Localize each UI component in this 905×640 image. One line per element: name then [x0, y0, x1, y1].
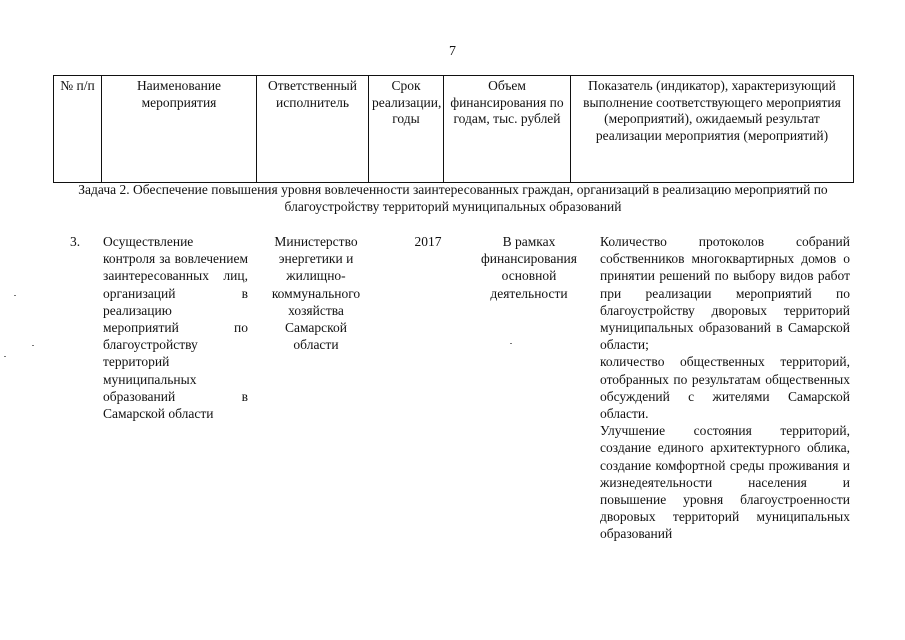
header-num: № п/п: [54, 76, 102, 183]
row-number: 3.: [70, 234, 81, 249]
header-name: Наименование мероприятия: [102, 76, 257, 183]
header-executor: Ответственный исполнитель: [257, 76, 369, 183]
implementation-term: 2017: [414, 234, 442, 249]
indicator-2: количество общественных территорий, отобранных по результатам общественных обсуждений с жителями Самарской области.: [600, 354, 850, 422]
header-term: Срок реализации, годы: [369, 76, 444, 183]
header-indicator: Показатель (индикатор), характеризующий выполнение соответствующего мероприятия (мероприятий), ожидаемый результат реализации мероприятия (мероприятий): [571, 76, 854, 183]
scan-speck: [4, 356, 6, 357]
financing-volume: В рамках финансирования основной деятельности: [481, 234, 577, 301]
indicator-cell: [600, 233, 850, 543]
page-number: 7: [449, 44, 456, 59]
indicator-3: Улучшение состояния территорий, создание единого архитектурного облика, создание комфортной среды проживания и жизнедеятельности населения и повышение уровня благоустроенности дворовых территорий муниципальных образований: [600, 423, 850, 542]
task-title: Задача 2. Обеспечение повышения уровня вовлеченности заинтересованных граждан, организаций в реализацию мероприятий по благоустройству территорий муниципальных образований: [78, 182, 828, 214]
header-financing: Объем финансирования по годам, тыс. рублей: [444, 76, 571, 183]
scan-speck: [510, 343, 512, 344]
header-row: [54, 76, 854, 183]
table-header: [53, 75, 854, 183]
scan-speck: [14, 295, 16, 296]
indicator-1: Количество протоколов собраний собственников многоквартирных домов о принятии решений по выбору видов работ при реализации мероприятий по благоустройству дворовых территорий муниципальных образований в Самарской области;: [600, 234, 850, 353]
scan-speck: [32, 345, 34, 346]
responsible-executor: Министерство энергетики и жилищно-коммунального хозяйства Самарской области: [271, 234, 361, 353]
measure-name: Осуществление контроля за вовлечением заинтересованных лиц, организаций в реализацию мероприятий по благоустройству территорий муниципальных образований в Самарской области: [103, 234, 248, 422]
